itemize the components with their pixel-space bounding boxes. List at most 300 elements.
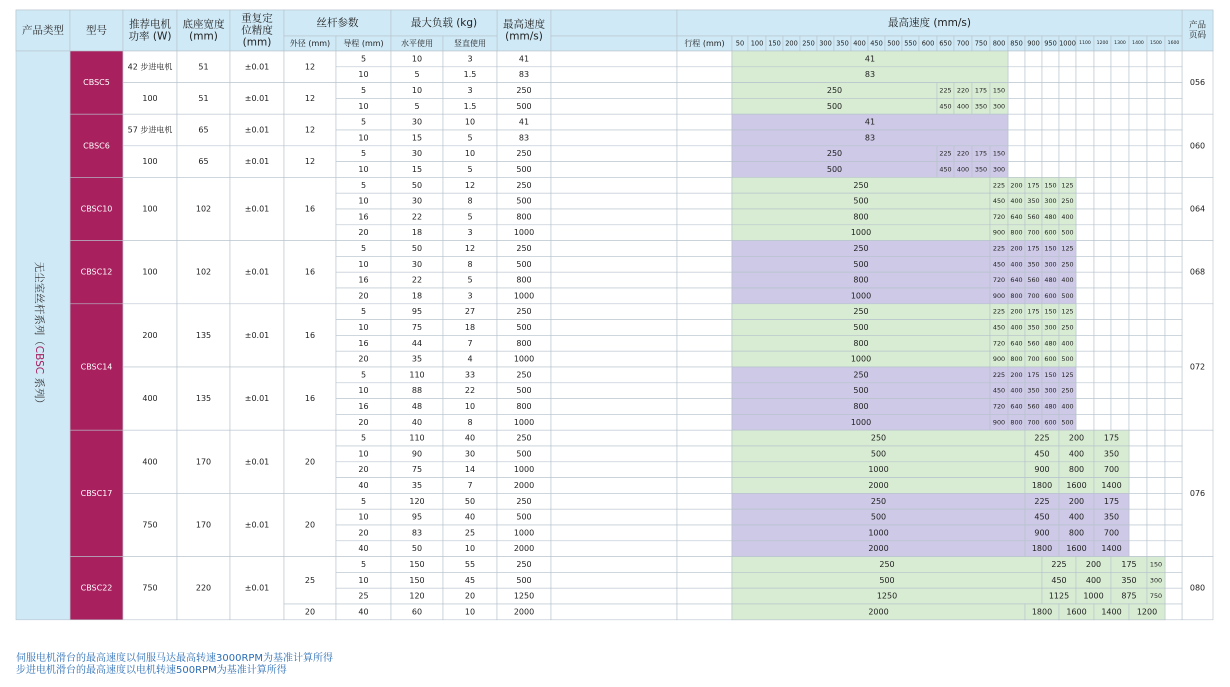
speed-value: 225 [992, 370, 1006, 379]
load-vertical: 45 [464, 575, 476, 585]
blank-cell [551, 98, 677, 114]
stroke-grid-cell [1094, 67, 1111, 83]
stroke-grid-cell [1129, 288, 1147, 304]
stroke-cell [677, 256, 732, 272]
stroke-cell [677, 430, 732, 446]
stroke-grid-cell [1129, 193, 1147, 209]
load-vertical: 10 [464, 149, 476, 159]
blank-cell [551, 414, 677, 430]
stroke-grid-cell [1076, 256, 1094, 272]
stroke-grid-cell [1165, 493, 1182, 509]
stroke-grid-cell [1076, 304, 1094, 320]
page-number: 064 [1189, 204, 1206, 214]
stroke-grid-cell [1147, 478, 1165, 494]
screw-lead: 16 [358, 275, 369, 285]
stroke-cell [677, 493, 732, 509]
page-number: 068 [1189, 267, 1206, 277]
speed-value: 400 [956, 102, 970, 111]
stroke-tick-label: 150 [768, 39, 781, 48]
stroke-grid-cell [1111, 193, 1129, 209]
speed-value: 350 [1103, 449, 1120, 459]
load-horizontal: 150 [409, 560, 425, 569]
max-speed: 2000 [513, 481, 535, 490]
speed-value: 2000 [868, 544, 889, 554]
screw-lead: 10 [358, 575, 369, 585]
speed-value: 800 [853, 275, 869, 285]
speed-value: 400 [1061, 339, 1074, 348]
speed-value: 450 [992, 323, 1006, 332]
speed-value: 1600 [1066, 481, 1087, 490]
stroke-grid-cell [1111, 162, 1129, 178]
load-horizontal: 120 [409, 496, 425, 506]
speed-value: 250 [853, 180, 869, 190]
base-width: 65 [198, 157, 209, 167]
speed-value: 800 [1068, 528, 1085, 538]
stroke-grid-cell [1094, 335, 1111, 351]
speed-value: 800 [1068, 465, 1085, 475]
stroke-grid-cell [1147, 114, 1165, 130]
stroke-grid-cell [1129, 430, 1147, 446]
stroke-grid-cell [1147, 351, 1165, 367]
stroke-grid-cell [1165, 572, 1182, 588]
base-width: 102 [195, 267, 212, 277]
load-vertical: 12 [464, 180, 476, 190]
header-power-text: 推荐电机 [129, 18, 171, 31]
blank-cell [551, 241, 677, 257]
stroke-grid-cell [1129, 462, 1147, 478]
stroke-grid-cell [1165, 193, 1182, 209]
stroke-grid-cell [1076, 51, 1094, 67]
speed-value: 350 [1027, 386, 1040, 395]
page-number: 080 [1189, 583, 1206, 593]
load-horizontal: 90 [411, 449, 423, 459]
speed-value: 250 [853, 244, 869, 253]
blank-cell [551, 399, 677, 415]
stroke-cell [677, 414, 732, 430]
speed-value: 225 [939, 86, 952, 95]
stroke-grid-cell [1094, 288, 1111, 304]
load-horizontal: 75 [411, 323, 423, 332]
load-vertical: 5 [467, 165, 473, 174]
stroke-grid-cell [1025, 67, 1042, 83]
stroke-grid-cell [1059, 162, 1076, 178]
speed-value: 250 [870, 496, 887, 506]
screw-outer-diameter: 16 [304, 267, 316, 277]
stroke-grid-cell [1076, 146, 1094, 162]
speed-value: 1125 [1048, 591, 1070, 601]
series-label-part: 系列） [33, 374, 45, 410]
screw-lead: 5 [360, 307, 367, 317]
speed-value: 150 [992, 149, 1006, 158]
base-width: 220 [195, 583, 212, 593]
stroke-grid-cell [1008, 51, 1025, 67]
speed-value: 400 [1068, 512, 1085, 522]
stroke-cell [677, 67, 732, 83]
stroke-tick-label: 1300 [1114, 41, 1126, 46]
speed-value: 800 [1010, 418, 1023, 427]
repeat-accuracy: ±0.01 [244, 93, 270, 103]
blank-cell [551, 162, 677, 178]
speed-value: 150 [1044, 181, 1057, 190]
max-speed: 250 [516, 86, 532, 95]
stroke-grid-cell [1165, 478, 1182, 494]
screw-lead: 40 [358, 544, 369, 554]
speed-value: 200 [1010, 181, 1023, 190]
stroke-cell [677, 304, 732, 320]
blank-cell [551, 67, 677, 83]
screw-lead: 10 [358, 449, 369, 459]
speed-value: 500 [1061, 228, 1074, 237]
stroke-grid-cell [1165, 430, 1182, 446]
header-screw-text: 丝杆参数 [316, 17, 359, 29]
stroke-grid-cell [1042, 162, 1059, 178]
blank-cell [551, 588, 677, 604]
max-speed: 500 [516, 323, 532, 332]
stroke-grid-cell [1165, 146, 1182, 162]
series-label-part: CBSC [33, 345, 45, 375]
stroke-grid-cell [1165, 51, 1182, 67]
screw-outer-diameter: 12 [304, 62, 316, 72]
speed-value: 175 [974, 149, 988, 158]
load-horizontal: 75 [411, 465, 423, 475]
stroke-tick-label: 100 [750, 39, 764, 48]
stroke-grid-cell [1129, 399, 1147, 415]
blank-cell [551, 493, 677, 509]
stroke-grid-cell [1165, 98, 1182, 114]
speed-value: 250 [1061, 197, 1074, 206]
load-horizontal: 15 [411, 133, 423, 143]
stroke-grid-cell [1165, 288, 1182, 304]
stroke-tick-label: 1600 [1167, 41, 1180, 46]
blank-cell [551, 462, 677, 478]
stroke-tick-label: 450 [870, 39, 883, 48]
speed-value: 720 [992, 276, 1006, 285]
stroke-grid-cell [1076, 367, 1094, 383]
speed-value: 250 [1061, 386, 1074, 395]
stroke-grid-cell [1111, 177, 1129, 193]
stroke-grid-cell [1008, 98, 1025, 114]
stroke-grid-cell [1165, 462, 1182, 478]
blank-cell [551, 367, 677, 383]
stroke-grid-cell [1147, 177, 1165, 193]
header-lead-text: 导程 (mm) [343, 39, 384, 48]
stroke-grid-cell [1165, 256, 1182, 272]
speed-value: 600 [1044, 228, 1057, 237]
speed-value: 125 [1061, 370, 1074, 379]
stroke-grid-cell [1165, 414, 1182, 430]
blank-cell [551, 51, 677, 67]
stroke-grid-cell [1129, 320, 1147, 336]
load-vertical: 3 [467, 291, 473, 301]
stroke-grid-cell [1059, 83, 1076, 99]
stroke-grid-cell [1129, 98, 1147, 114]
speed-value: 1400 [1101, 544, 1122, 554]
stroke-grid-cell [1076, 351, 1094, 367]
speed-value: 560 [1027, 339, 1040, 348]
load-horizontal: 18 [411, 291, 423, 301]
speed-value: 1800 [1031, 607, 1053, 617]
stroke-cell [677, 130, 732, 146]
stroke-grid-cell [1111, 256, 1129, 272]
stroke-tick-label: 1000 [1059, 39, 1076, 48]
base-width: 135 [195, 330, 212, 340]
load-vertical: 40 [464, 512, 476, 522]
max-speed: 250 [516, 307, 532, 317]
screw-lead: 10 [358, 386, 369, 396]
load-horizontal: 35 [411, 354, 423, 364]
series-label [33, 262, 46, 409]
stroke-grid-cell [1111, 272, 1129, 288]
speed-value: 225 [992, 181, 1006, 190]
speed-value: 450 [1034, 449, 1050, 459]
speed-value: 875 [1121, 591, 1137, 601]
speed-value: 250 [853, 370, 869, 380]
speed-value: 400 [1010, 197, 1023, 206]
speed-value: 1000 [850, 291, 872, 301]
stroke-cell [677, 83, 732, 99]
speed-value: 1200 [1136, 607, 1158, 617]
load-vertical: 7 [467, 338, 473, 348]
stroke-grid-cell [1076, 177, 1094, 193]
speed-value: 150 [1044, 244, 1057, 253]
screw-lead: 16 [358, 212, 369, 222]
motor-power: 100 [142, 157, 158, 167]
stroke-grid-cell [1129, 478, 1147, 494]
stroke-tick-label: 250 [802, 39, 815, 48]
load-horizontal: 95 [411, 512, 423, 522]
speed-value: 400 [1061, 212, 1074, 221]
load-horizontal: 22 [411, 275, 423, 285]
speed-value: 350 [974, 165, 988, 174]
stroke-grid-cell [1165, 557, 1182, 573]
speed-value: 500 [853, 323, 869, 332]
speed-value: 400 [1068, 449, 1085, 459]
page-number: 072 [1189, 362, 1206, 372]
speed-value: 500 [1061, 418, 1074, 427]
speed-value: 350 [1103, 512, 1120, 522]
max-speed: 41 [518, 117, 530, 127]
speed-value: 175 [1027, 244, 1040, 253]
stroke-tick-label: 750 [974, 39, 988, 48]
stroke-grid-cell [1076, 130, 1094, 146]
speed-value: 1000 [850, 228, 872, 238]
speed-value: 350 [1121, 575, 1137, 585]
speed-value: 600 [1044, 355, 1057, 364]
speed-value: 300 [1149, 576, 1163, 585]
speed-value: 500 [826, 101, 843, 111]
load-horizontal: 30 [411, 259, 423, 269]
max-speed: 500 [516, 165, 532, 174]
stroke-grid-cell [1129, 383, 1147, 399]
speed-value: 300 [1044, 386, 1057, 395]
stroke-grid-cell [1059, 114, 1076, 130]
stroke-grid-cell [1147, 335, 1165, 351]
model-name: CBSC5 [83, 78, 110, 88]
speed-value: 200 [1010, 244, 1023, 253]
speed-value: 400 [1061, 402, 1074, 411]
stroke-grid-cell [1025, 98, 1042, 114]
stroke-grid-cell [1129, 256, 1147, 272]
screw-lead: 20 [358, 228, 369, 238]
stroke-grid-cell [1147, 241, 1165, 257]
speed-value: 720 [992, 402, 1006, 411]
stroke-grid-cell [1094, 225, 1111, 241]
speed-value: 1600 [1066, 607, 1087, 617]
speed-value: 350 [1027, 323, 1040, 332]
load-horizontal: 150 [409, 575, 425, 585]
load-vertical: 10 [464, 402, 476, 411]
blank-cell [551, 225, 677, 241]
stroke-cell [677, 320, 732, 336]
speed-value: 800 [1010, 355, 1023, 364]
speed-value: 250 [853, 307, 869, 317]
speed-value: 900 [992, 418, 1006, 427]
stroke-grid-cell [1076, 83, 1094, 99]
load-horizontal: 110 [409, 433, 425, 443]
screw-lead: 20 [358, 465, 369, 475]
stroke-grid-cell [1076, 225, 1094, 241]
footnotes [16, 653, 333, 677]
speed-value: 1000 [868, 465, 889, 475]
screw-lead: 5 [360, 244, 367, 253]
repeat-accuracy: ±0.01 [244, 157, 270, 167]
speed-value: 1000 [850, 354, 872, 364]
screw-lead: 5 [360, 496, 367, 506]
stroke-cell [677, 462, 732, 478]
load-vertical: 55 [464, 560, 476, 569]
speed-value: 450 [939, 102, 952, 111]
stroke-grid-cell [1025, 114, 1042, 130]
load-vertical: 30 [464, 449, 476, 459]
stroke-cell [677, 478, 732, 494]
stroke-grid-cell [1129, 541, 1147, 557]
stroke-cell [677, 446, 732, 462]
max-speed: 83 [518, 133, 530, 143]
load-vertical: 4 [467, 354, 473, 364]
stroke-grid-cell [1111, 304, 1129, 320]
load-horizontal: 48 [411, 402, 423, 411]
speed-value: 700 [1027, 355, 1040, 364]
stroke-cell [677, 351, 732, 367]
header-model-text: 型号 [86, 24, 107, 37]
screw-lead: 10 [358, 259, 369, 269]
screw-lead: 16 [358, 338, 369, 348]
max-speed: 500 [516, 575, 532, 585]
speed-value: 300 [1044, 323, 1057, 332]
stroke-tick-label: 800 [992, 39, 1006, 48]
blank-cell [551, 130, 677, 146]
max-speed: 500 [516, 101, 532, 111]
stroke-grid-cell [1111, 288, 1129, 304]
header-base-text: (mm) [189, 30, 218, 43]
stroke-grid-cell [1076, 114, 1094, 130]
stroke-grid-cell [1129, 146, 1147, 162]
stroke-grid-cell [1076, 383, 1094, 399]
motor-power: 57 步进电机 [127, 125, 173, 135]
blank-cell [551, 193, 677, 209]
stroke-tick-label: 700 [956, 39, 970, 48]
blank-cell [551, 478, 677, 494]
stroke-grid-cell [1129, 272, 1147, 288]
stroke-grid-cell [1165, 399, 1182, 415]
screw-outer-diameter: 20 [304, 520, 316, 530]
screw-lead: 20 [358, 291, 369, 301]
screw-lead: 10 [358, 323, 369, 332]
stroke-grid-cell [1059, 98, 1076, 114]
max-speed: 500 [516, 386, 532, 396]
repeat-accuracy: ±0.01 [244, 394, 270, 404]
load-vertical: 40 [464, 433, 476, 443]
max-speed: 500 [516, 512, 532, 522]
stroke-grid-cell [1147, 320, 1165, 336]
load-horizontal: 22 [411, 212, 423, 222]
speed-value: 250 [826, 86, 843, 95]
load-horizontal: 18 [411, 228, 423, 238]
stroke-grid-cell [1025, 130, 1042, 146]
speed-value: 300 [1044, 260, 1057, 269]
speed-value: 720 [992, 212, 1006, 221]
blank-cell [551, 256, 677, 272]
stroke-grid-cell [1094, 130, 1111, 146]
load-vertical: 27 [464, 307, 476, 317]
stroke-grid-cell [1147, 462, 1165, 478]
screw-lead: 5 [360, 149, 367, 159]
blank-cell [551, 383, 677, 399]
speed-value: 175 [1027, 181, 1040, 190]
speed-value: 500 [879, 575, 895, 585]
stroke-grid-cell [1042, 98, 1059, 114]
screw-lead: 5 [360, 560, 367, 569]
stroke-grid-cell [1165, 446, 1182, 462]
max-speed: 800 [516, 338, 532, 348]
header-speed-text: (mm/s) [505, 30, 543, 43]
motor-power: 100 [142, 267, 158, 277]
blank-cell [551, 430, 677, 446]
stroke-grid-cell [1076, 67, 1094, 83]
blank-cell [551, 320, 677, 336]
stroke-grid-cell [1129, 351, 1147, 367]
load-horizontal: 5 [414, 70, 420, 80]
blank-cell [551, 288, 677, 304]
blank-cell [551, 557, 677, 573]
header-speed-text: 最高速度 [503, 18, 545, 31]
stroke-grid-cell [1076, 288, 1094, 304]
stroke-grid-cell [1147, 209, 1165, 225]
header-vertical-text: 竖直使用 [454, 39, 486, 48]
stroke-grid-cell [1147, 193, 1165, 209]
speed-value: 750 [1149, 592, 1163, 601]
load-vertical: 5 [467, 275, 473, 285]
stroke-grid-cell [1165, 351, 1182, 367]
stroke-grid-cell [1165, 130, 1182, 146]
blank-cell [551, 209, 677, 225]
max-speed: 1000 [513, 417, 535, 427]
stroke-grid-cell [1129, 51, 1147, 67]
stroke-grid-cell [1129, 209, 1147, 225]
speed-value: 480 [1044, 402, 1057, 411]
stroke-tick-label: 1400 [1132, 41, 1144, 46]
load-vertical: 5 [467, 133, 473, 143]
speed-value: 900 [992, 355, 1006, 364]
stroke-grid-cell [1008, 162, 1025, 178]
stroke-grid-cell [1165, 604, 1182, 620]
blank-cell [551, 146, 677, 162]
speed-value: 150 [1044, 307, 1057, 316]
stroke-grid-cell [1111, 320, 1129, 336]
load-horizontal: 120 [409, 591, 425, 601]
load-horizontal: 30 [411, 196, 423, 206]
stroke-grid-cell [1008, 130, 1025, 146]
